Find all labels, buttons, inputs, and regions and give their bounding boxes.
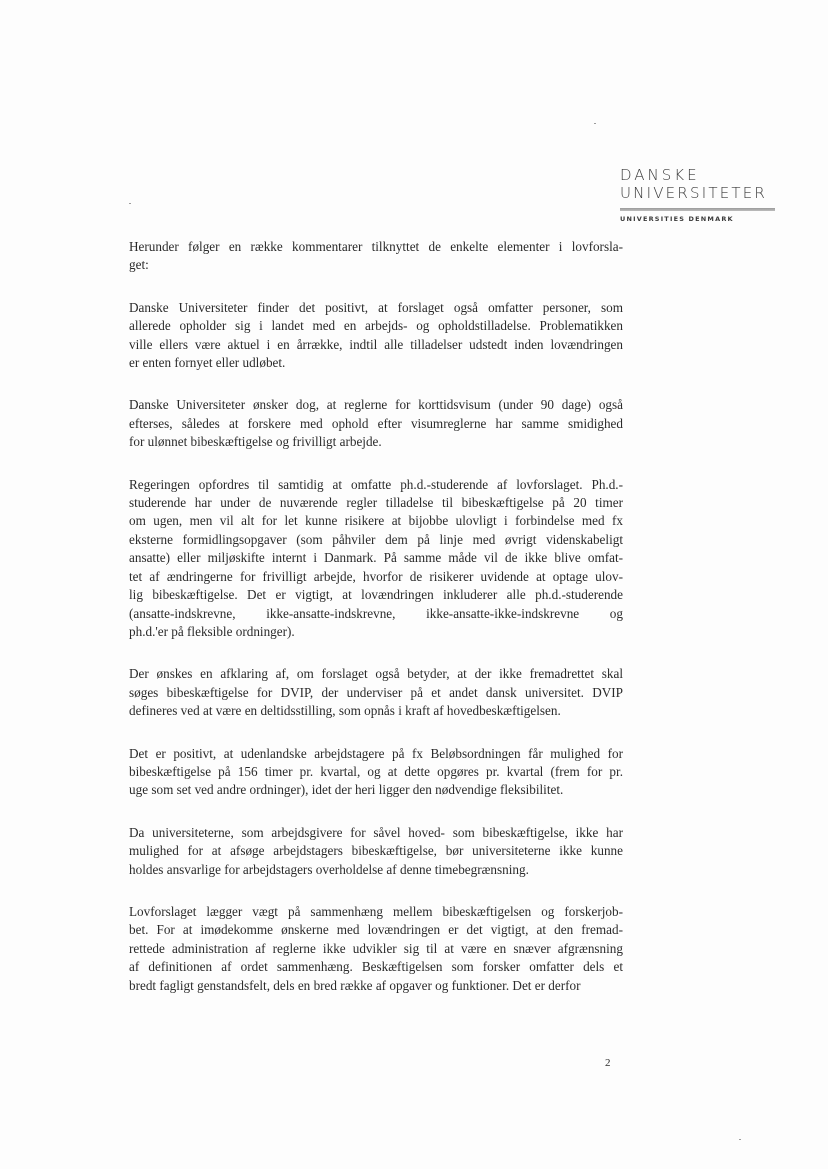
text-line: Det er positivt, at udenlandske arbejdstagere på fx Beløbsordningen får mulighed for <box>129 745 623 761</box>
paragraph <box>129 238 623 275</box>
logo-line-2: UNIVERSITETER <box>620 184 768 202</box>
text-line: holdes ansvarlige for arbejdstagers overholdelse af denne timebegrænsning. <box>129 861 529 877</box>
text-line: Regeringen opfordres til samtidig at omfatte ph.d.-studerende af lovforslaget. Ph.d.- <box>129 476 623 492</box>
text-line: er enten fornyet eller udløbet. <box>129 355 286 371</box>
text-line: (ansatte-indskrevne, ikke-ansatte-indskrevne, ikke-ansatte-ikke-indskrevne og <box>129 605 623 621</box>
page-number: 2 <box>605 1057 611 1069</box>
paragraph <box>129 665 623 720</box>
scan-speck <box>594 123 596 124</box>
paragraph <box>129 396 623 451</box>
danske-universiteter-logo <box>620 166 780 223</box>
paragraph <box>129 476 623 642</box>
text-line: lig bibeskæftigelse. Det er vigtigt, at lovændringen inkluderer alle ph.d.-studerende <box>129 587 623 603</box>
text-line: mulighed for at afsøge arbejdstagers bibeskæftigelse, bør universiteterne ikke kunne <box>129 843 623 859</box>
paragraph <box>129 903 623 995</box>
text-line: tet af ændringerne for frivilligt arbejde, hvorfor de risikerer uvidende at optage ulov- <box>129 568 623 584</box>
text-line: Da universiteterne, som arbejdsgivere for såvel hoved- som bibeskæftigelse, ikke har <box>129 824 623 840</box>
text-line: bet. For at imødekomme ønskerne med lovændringen er det vigtigt, at den fremad- <box>129 922 623 938</box>
paragraph <box>129 299 623 373</box>
text-line: Lovforslaget lægger vægt på sammenhæng mellem bibeskæftigelsen og forskerjob- <box>129 903 623 919</box>
text-line: get: <box>129 257 149 273</box>
text-line: for ulønnet bibeskæftigelse og frivilligt arbejde. <box>129 434 382 450</box>
document-body <box>129 238 623 1019</box>
text-line: bibeskæftigelse på 156 timer pr. kvartal, og at dette opgøres pr. kvartal (frem for pr. <box>129 763 623 779</box>
paragraph <box>129 824 623 879</box>
text-line: Danske Universiteter finder det positivt, at forslaget også omfatter personer, som <box>129 299 623 315</box>
text-line: ph.d.'er på fleksible ordninger). <box>129 623 295 639</box>
text-line: eksterne formidlingsopgaver (som påhviler dem på linje med øvrigt videnskabeligt <box>129 531 623 547</box>
text-line: rettede administration af reglerne ikke udvikler sig til at være en snæver afgrænsning <box>129 940 623 956</box>
logo-rule <box>620 208 775 211</box>
text-line: ansatte) eller miljøskifte internt i Danmark. På samme måde vil de ikke blive omfat- <box>129 550 623 566</box>
text-line: defineres ved at være en deltidsstilling, som opnås i kraft af hovedbeskæftigelsen. <box>129 703 561 719</box>
text-line: Danske Universiteter ønsker dog, at reglerne for korttidsvisum (under 90 dage) også <box>129 397 623 413</box>
text-line: efterses, således at forskere med ophold efter visumreglerne har samme smidighed <box>129 415 623 431</box>
text-line: Der ønskes en afklaring af, om forslaget også betyder, at der ikke fremadrettet skal <box>129 666 623 682</box>
text-line: om ugen, men vil alt for let kunne risikere at bijobbe ulovligt i forbindelse med fx <box>129 513 623 529</box>
text-line: bredt fagligt genstandsfelt, dels en bred række af opgaver og funktioner. Det er derfor <box>129 977 581 993</box>
scan-speck <box>739 1139 741 1140</box>
logo-line-1: DANSKE <box>620 166 700 184</box>
paragraph <box>129 745 623 800</box>
logo-subtitle: UNIVERSITIES DENMARK <box>620 215 734 223</box>
text-line: studerende har under de nuværende regler tilladelse til bibeskæftigelse på 20 timer <box>129 495 623 511</box>
text-line: ville ellers være aktuel i en årrække, indtil alle tilladelser udstedt inden lovændringen <box>129 336 623 352</box>
text-line: uge som set ved andre ordninger), idet der heri ligger den nødvendige fleksibilitet. <box>129 782 564 798</box>
text-line: søges bibeskæftigelse for DVIP, der underviser på et andet dansk universitet. DVIP <box>129 684 623 700</box>
text-line: Herunder følger en række kommentarer tilknyttet de enkelte elementer i lovforsla- <box>129 239 623 254</box>
text-line: allerede opholder sig i landet med en arbejds- og opholdstilladelse. Problematikken <box>129 318 623 334</box>
text-line: af definitionen af ordet sammenhæng. Beskæftigelsen som forsker omfatter dels et <box>129 959 623 975</box>
scan-speck <box>129 203 131 204</box>
